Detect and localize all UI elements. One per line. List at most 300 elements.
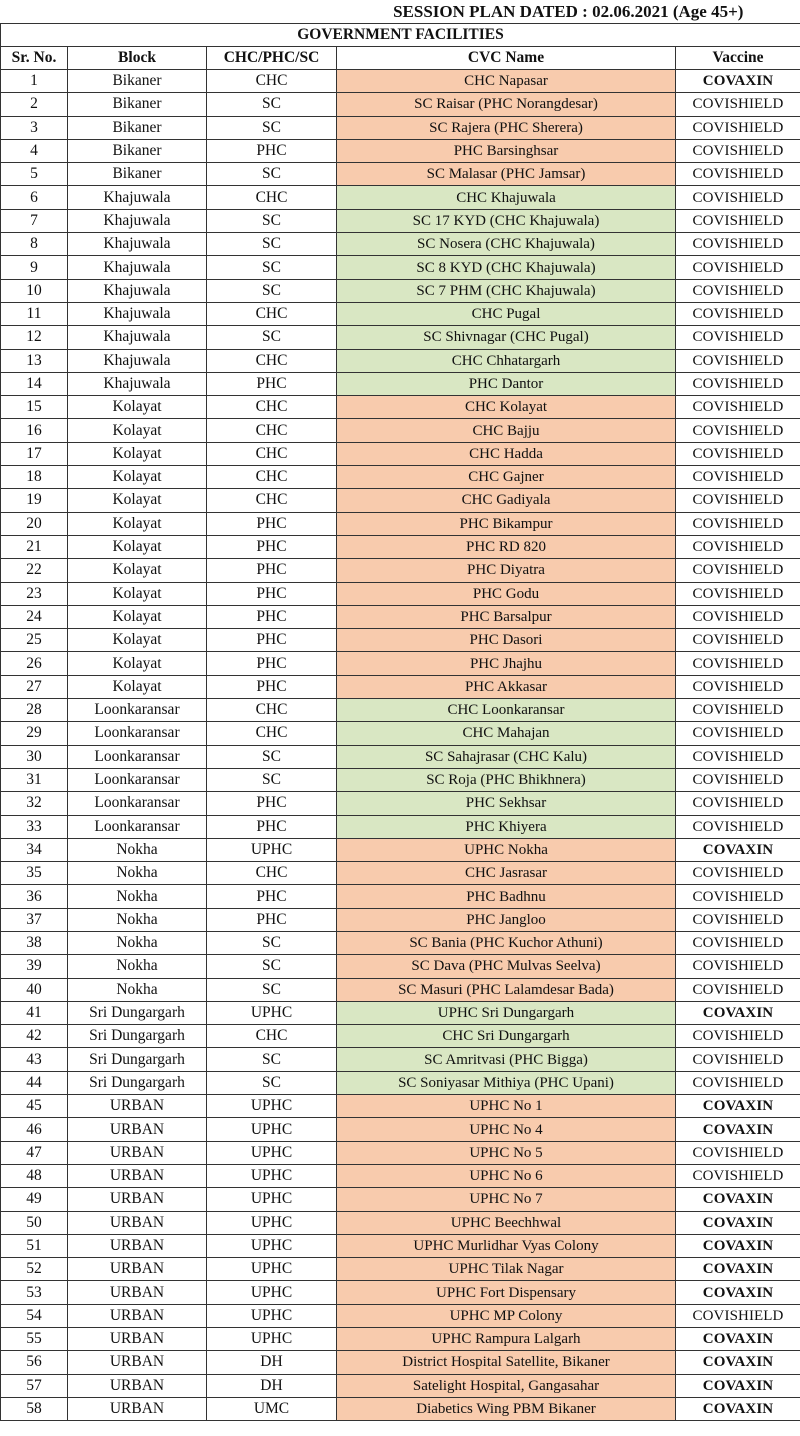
cell-sr-no: 14 <box>1 372 68 395</box>
cell-cvc-name: SC Raisar (PHC Norangdesar) <box>337 93 676 116</box>
cell-sr-no: 20 <box>1 512 68 535</box>
cell-facility-type: SC <box>207 326 337 349</box>
cell-sr-no: 16 <box>1 419 68 442</box>
cell-cvc-name: PHC Akkasar <box>337 675 676 698</box>
cell-facility-type: UPHC <box>207 1328 337 1351</box>
cell-block: URBAN <box>68 1304 207 1327</box>
cell-facility-type: UPHC <box>207 1281 337 1304</box>
cell-facility-type: UPHC <box>207 1095 337 1118</box>
cell-block: Kolayat <box>68 489 207 512</box>
cell-cvc-name: CHC Khajuwala <box>337 186 676 209</box>
table-body <box>1 70 800 1421</box>
cell-vaccine: COVISHIELD <box>676 139 800 162</box>
cell-block: URBAN <box>68 1374 207 1397</box>
table-row <box>1 1048 800 1071</box>
cell-vaccine: COVISHIELD <box>676 605 800 628</box>
cell-sr-no: 39 <box>1 955 68 978</box>
table-row <box>1 1304 800 1327</box>
cell-block: URBAN <box>68 1141 207 1164</box>
cell-cvc-name: PHC Barsalpur <box>337 605 676 628</box>
cell-vaccine: COVAXIN <box>676 1211 800 1234</box>
table-row <box>1 1258 800 1281</box>
cell-block: Loonkaransar <box>68 815 207 838</box>
cell-vaccine: COVISHIELD <box>676 93 800 116</box>
cell-block: Nokha <box>68 838 207 861</box>
cell-block: URBAN <box>68 1188 207 1211</box>
cell-block: Nokha <box>68 931 207 954</box>
cell-sr-no: 47 <box>1 1141 68 1164</box>
cell-facility-type: PHC <box>207 582 337 605</box>
table-row <box>1 419 800 442</box>
table-row <box>1 256 800 279</box>
cell-block: Bikaner <box>68 70 207 93</box>
cell-facility-type: SC <box>207 768 337 791</box>
cell-block: URBAN <box>68 1258 207 1281</box>
cell-block: Khajuwala <box>68 256 207 279</box>
table-row <box>1 116 800 139</box>
cell-facility-type: UPHC <box>207 1141 337 1164</box>
cell-sr-no: 32 <box>1 792 68 815</box>
cell-block: Kolayat <box>68 559 207 582</box>
cell-sr-no: 6 <box>1 186 68 209</box>
cell-cvc-name: UPHC Murlidhar Vyas Colony <box>337 1234 676 1257</box>
cell-block: URBAN <box>68 1281 207 1304</box>
col-header-vaccine: Vaccine <box>676 47 800 70</box>
cell-cvc-name: CHC Mahajan <box>337 722 676 745</box>
cell-cvc-name: PHC Dantor <box>337 372 676 395</box>
cell-block: Kolayat <box>68 629 207 652</box>
table-row <box>1 605 800 628</box>
cell-cvc-name: PHC RD 820 <box>337 535 676 558</box>
table-row <box>1 512 800 535</box>
cell-vaccine: COVISHIELD <box>676 955 800 978</box>
cell-sr-no: 1 <box>1 70 68 93</box>
cell-facility-type: SC <box>207 256 337 279</box>
cell-sr-no: 30 <box>1 745 68 768</box>
cell-cvc-name: UPHC Rampura Lalgarh <box>337 1328 676 1351</box>
cell-vaccine: COVISHIELD <box>676 396 800 419</box>
cell-vaccine: COVISHIELD <box>676 1048 800 1071</box>
cell-cvc-name: SC Sahajrasar (CHC Kalu) <box>337 745 676 768</box>
cell-cvc-name: PHC Badhnu <box>337 885 676 908</box>
cell-block: Kolayat <box>68 419 207 442</box>
cell-vaccine: COVISHIELD <box>676 256 800 279</box>
cell-vaccine: COVISHIELD <box>676 186 800 209</box>
table-row <box>1 1328 800 1351</box>
table-row <box>1 582 800 605</box>
cell-cvc-name: UPHC No 5 <box>337 1141 676 1164</box>
cell-vaccine: COVISHIELD <box>676 675 800 698</box>
cell-block: Kolayat <box>68 466 207 489</box>
cell-sr-no: 51 <box>1 1234 68 1257</box>
cell-cvc-name: PHC Jhajhu <box>337 652 676 675</box>
cell-block: Loonkaransar <box>68 792 207 815</box>
cell-facility-type: PHC <box>207 792 337 815</box>
cell-facility-type: PHC <box>207 629 337 652</box>
cell-vaccine: COVISHIELD <box>676 442 800 465</box>
cell-vaccine: COVISHIELD <box>676 931 800 954</box>
cell-sr-no: 40 <box>1 978 68 1001</box>
table-row <box>1 629 800 652</box>
cell-vaccine: COVISHIELD <box>676 908 800 931</box>
cell-cvc-name: PHC Sekhsar <box>337 792 676 815</box>
cell-vaccine: COVISHIELD <box>676 512 800 535</box>
cell-block: Bikaner <box>68 139 207 162</box>
cell-sr-no: 21 <box>1 535 68 558</box>
cell-cvc-name: CHC Jasrasar <box>337 862 676 885</box>
cell-facility-type: PHC <box>207 885 337 908</box>
cell-block: Khajuwala <box>68 279 207 302</box>
cell-vaccine: COVISHIELD <box>676 326 800 349</box>
cell-block: Sri Dungargarh <box>68 1025 207 1048</box>
cell-block: Kolayat <box>68 582 207 605</box>
session-plan-title: SESSION PLAN DATED : 02.06.2021 (Age 45+) <box>337 0 800 24</box>
cell-sr-no: 23 <box>1 582 68 605</box>
cell-facility-type: CHC <box>207 442 337 465</box>
cell-cvc-name: SC 8 KYD (CHC Khajuwala) <box>337 256 676 279</box>
cell-vaccine: COVISHIELD <box>676 885 800 908</box>
table-row <box>1 699 800 722</box>
cell-facility-type: UPHC <box>207 1304 337 1327</box>
cell-vaccine: COVISHIELD <box>676 722 800 745</box>
cell-facility-type: SC <box>207 978 337 1001</box>
table-row <box>1 349 800 372</box>
cell-facility-type: PHC <box>207 908 337 931</box>
cell-sr-no: 9 <box>1 256 68 279</box>
cell-facility-type: CHC <box>207 489 337 512</box>
table-row <box>1 535 800 558</box>
cell-cvc-name: CHC Chhatargarh <box>337 349 676 372</box>
table-row <box>1 792 800 815</box>
cell-vaccine: COVAXIN <box>676 1351 800 1374</box>
cell-sr-no: 54 <box>1 1304 68 1327</box>
cell-cvc-name: CHC Gajner <box>337 466 676 489</box>
cell-vaccine: COVAXIN <box>676 1095 800 1118</box>
cell-facility-type: CHC <box>207 699 337 722</box>
table-row <box>1 768 800 791</box>
cell-vaccine: COVISHIELD <box>676 372 800 395</box>
cell-vaccine: COVISHIELD <box>676 1164 800 1187</box>
cell-vaccine: COVISHIELD <box>676 862 800 885</box>
cell-cvc-name: CHC Gadiyala <box>337 489 676 512</box>
title-spacer <box>1 0 337 24</box>
cell-facility-type: UPHC <box>207 1211 337 1234</box>
cell-vaccine: COVAXIN <box>676 1001 800 1024</box>
cell-sr-no: 29 <box>1 722 68 745</box>
cell-facility-type: CHC <box>207 419 337 442</box>
cell-sr-no: 27 <box>1 675 68 698</box>
cell-sr-no: 49 <box>1 1188 68 1211</box>
cell-block: Khajuwala <box>68 233 207 256</box>
cell-facility-type: UPHC <box>207 838 337 861</box>
table-row <box>1 652 800 675</box>
cell-facility-type: SC <box>207 163 337 186</box>
table-row <box>1 1374 800 1397</box>
cell-facility-type: PHC <box>207 815 337 838</box>
cell-block: URBAN <box>68 1164 207 1187</box>
cell-cvc-name: PHC Diyatra <box>337 559 676 582</box>
cell-block: Khajuwala <box>68 186 207 209</box>
table-row <box>1 139 800 162</box>
cell-sr-no: 3 <box>1 116 68 139</box>
table-row <box>1 1281 800 1304</box>
table-row <box>1 1188 800 1211</box>
cell-block: Nokha <box>68 978 207 1001</box>
cell-cvc-name: SC Roja (PHC Bhikhnera) <box>337 768 676 791</box>
table-row <box>1 1095 800 1118</box>
cell-sr-no: 48 <box>1 1164 68 1187</box>
cell-block: Khajuwala <box>68 302 207 325</box>
cell-cvc-name: UPHC Nokha <box>337 838 676 861</box>
cell-cvc-name: PHC Barsinghsar <box>337 139 676 162</box>
cell-block: Loonkaransar <box>68 745 207 768</box>
cell-sr-no: 26 <box>1 652 68 675</box>
cell-cvc-name: SC Shivnagar (CHC Pugal) <box>337 326 676 349</box>
cell-vaccine: COVISHIELD <box>676 466 800 489</box>
cell-vaccine: COVAXIN <box>676 1258 800 1281</box>
cell-facility-type: CHC <box>207 70 337 93</box>
cell-block: Loonkaransar <box>68 699 207 722</box>
cell-vaccine: COVISHIELD <box>676 629 800 652</box>
cell-facility-type: CHC <box>207 396 337 419</box>
cell-cvc-name: SC Malasar (PHC Jamsar) <box>337 163 676 186</box>
cell-block: URBAN <box>68 1211 207 1234</box>
cell-block: Sri Dungargarh <box>68 1071 207 1094</box>
cell-cvc-name: PHC Dasori <box>337 629 676 652</box>
col-header-facility-type: CHC/PHC/SC <box>207 47 337 70</box>
cell-block: Sri Dungargarh <box>68 1048 207 1071</box>
cell-sr-no: 34 <box>1 838 68 861</box>
cell-sr-no: 38 <box>1 931 68 954</box>
cell-vaccine: COVISHIELD <box>676 535 800 558</box>
cell-sr-no: 52 <box>1 1258 68 1281</box>
table-row <box>1 1397 800 1420</box>
cell-facility-type: PHC <box>207 605 337 628</box>
cell-vaccine: COVAXIN <box>676 838 800 861</box>
cell-sr-no: 41 <box>1 1001 68 1024</box>
cell-facility-type: UPHC <box>207 1234 337 1257</box>
cell-cvc-name: SC Soniyasar Mithiya (PHC Upani) <box>337 1071 676 1094</box>
table-row <box>1 209 800 232</box>
cell-sr-no: 25 <box>1 629 68 652</box>
cell-cvc-name: SC Rajera (PHC Sherera) <box>337 116 676 139</box>
cell-cvc-name: Diabetics Wing PBM Bikaner <box>337 1397 676 1420</box>
cell-cvc-name: SC Nosera (CHC Khajuwala) <box>337 233 676 256</box>
cell-sr-no: 22 <box>1 559 68 582</box>
cell-cvc-name: UPHC Tilak Nagar <box>337 1258 676 1281</box>
cell-block: Kolayat <box>68 535 207 558</box>
cell-facility-type: SC <box>207 93 337 116</box>
table-row <box>1 186 800 209</box>
cell-sr-no: 17 <box>1 442 68 465</box>
cell-cvc-name: PHC Khiyera <box>337 815 676 838</box>
cell-facility-type: PHC <box>207 535 337 558</box>
cell-vaccine: COVAXIN <box>676 1328 800 1351</box>
cell-block: Bikaner <box>68 116 207 139</box>
cell-block: URBAN <box>68 1095 207 1118</box>
table-row <box>1 233 800 256</box>
cell-facility-type: SC <box>207 209 337 232</box>
table-row <box>1 396 800 419</box>
table-row <box>1 838 800 861</box>
cell-vaccine: COVISHIELD <box>676 768 800 791</box>
cell-facility-type: PHC <box>207 139 337 162</box>
cell-block: Khajuwala <box>68 326 207 349</box>
cell-facility-type: CHC <box>207 862 337 885</box>
table-row <box>1 722 800 745</box>
table-row <box>1 326 800 349</box>
cell-facility-type: UMC <box>207 1397 337 1420</box>
cell-vaccine: COVISHIELD <box>676 652 800 675</box>
table-row <box>1 372 800 395</box>
cell-cvc-name: UPHC Beechhwal <box>337 1211 676 1234</box>
table-row <box>1 302 800 325</box>
cell-cvc-name: SC Bania (PHC Kuchor Athuni) <box>337 931 676 954</box>
cell-facility-type: SC <box>207 1071 337 1094</box>
cell-cvc-name: UPHC Fort Dispensary <box>337 1281 676 1304</box>
cell-block: Nokha <box>68 908 207 931</box>
cell-facility-type: CHC <box>207 466 337 489</box>
cell-block: Kolayat <box>68 442 207 465</box>
cell-sr-no: 12 <box>1 326 68 349</box>
cell-facility-type: SC <box>207 1048 337 1071</box>
cell-cvc-name: CHC Bajju <box>337 419 676 442</box>
cell-facility-type: PHC <box>207 652 337 675</box>
cell-vaccine: COVAXIN <box>676 1234 800 1257</box>
cell-sr-no: 18 <box>1 466 68 489</box>
cell-facility-type: CHC <box>207 302 337 325</box>
table-row <box>1 745 800 768</box>
cell-facility-type: SC <box>207 233 337 256</box>
table-row <box>1 675 800 698</box>
cell-sr-no: 58 <box>1 1397 68 1420</box>
table-row <box>1 279 800 302</box>
table-row <box>1 466 800 489</box>
cell-vaccine: COVISHIELD <box>676 745 800 768</box>
cell-sr-no: 28 <box>1 699 68 722</box>
cell-sr-no: 44 <box>1 1071 68 1094</box>
cell-block: Nokha <box>68 862 207 885</box>
table-row <box>1 1118 800 1141</box>
cell-facility-type: SC <box>207 116 337 139</box>
cell-facility-type: DH <box>207 1351 337 1374</box>
cell-vaccine: COVISHIELD <box>676 1304 800 1327</box>
cell-facility-type: PHC <box>207 675 337 698</box>
cell-vaccine: COVISHIELD <box>676 582 800 605</box>
table-row <box>1 908 800 931</box>
cell-vaccine: COVISHIELD <box>676 1071 800 1094</box>
cell-block: Loonkaransar <box>68 722 207 745</box>
cell-sr-no: 42 <box>1 1025 68 1048</box>
cell-vaccine: COVAXIN <box>676 1118 800 1141</box>
cell-vaccine: COVISHIELD <box>676 116 800 139</box>
cell-cvc-name: SC Amritvasi (PHC Bigga) <box>337 1048 676 1071</box>
table-row <box>1 1141 800 1164</box>
cell-sr-no: 33 <box>1 815 68 838</box>
cell-cvc-name: UPHC MP Colony <box>337 1304 676 1327</box>
cell-block: URBAN <box>68 1328 207 1351</box>
cell-facility-type: UPHC <box>207 1001 337 1024</box>
cell-sr-no: 24 <box>1 605 68 628</box>
cell-facility-type: CHC <box>207 349 337 372</box>
table-row <box>1 1025 800 1048</box>
cell-sr-no: 57 <box>1 1374 68 1397</box>
cell-cvc-name: Satelight Hospital, Gangasahar <box>337 1374 676 1397</box>
cell-facility-type: PHC <box>207 559 337 582</box>
cell-facility-type: CHC <box>207 722 337 745</box>
cell-facility-type: CHC <box>207 186 337 209</box>
col-header-block: Block <box>68 47 207 70</box>
cell-sr-no: 43 <box>1 1048 68 1071</box>
table-row <box>1 1164 800 1187</box>
cell-vaccine: COVISHIELD <box>676 302 800 325</box>
cell-block: Khajuwala <box>68 372 207 395</box>
cell-facility-type: SC <box>207 279 337 302</box>
cell-sr-no: 2 <box>1 93 68 116</box>
cell-cvc-name: PHC Bikampur <box>337 512 676 535</box>
cell-sr-no: 10 <box>1 279 68 302</box>
cell-sr-no: 53 <box>1 1281 68 1304</box>
cell-vaccine: COVISHIELD <box>676 419 800 442</box>
cell-facility-type: PHC <box>207 512 337 535</box>
cell-cvc-name: SC Dava (PHC Mulvas Seelva) <box>337 955 676 978</box>
cell-sr-no: 35 <box>1 862 68 885</box>
cell-sr-no: 46 <box>1 1118 68 1141</box>
cell-sr-no: 4 <box>1 139 68 162</box>
cell-cvc-name: District Hospital Satellite, Bikaner <box>337 1351 676 1374</box>
cell-vaccine: COVAXIN <box>676 1188 800 1211</box>
table-row <box>1 442 800 465</box>
table-row <box>1 815 800 838</box>
table-row <box>1 559 800 582</box>
cell-vaccine: COVISHIELD <box>676 1025 800 1048</box>
table-row <box>1 1351 800 1374</box>
cell-sr-no: 37 <box>1 908 68 931</box>
cell-vaccine: COVISHIELD <box>676 792 800 815</box>
table-row <box>1 163 800 186</box>
cell-vaccine: COVAXIN <box>676 1374 800 1397</box>
cell-sr-no: 45 <box>1 1095 68 1118</box>
cell-facility-type: CHC <box>207 1025 337 1048</box>
cell-vaccine: COVISHIELD <box>676 209 800 232</box>
cell-block: Kolayat <box>68 512 207 535</box>
cell-cvc-name: UPHC No 4 <box>337 1118 676 1141</box>
cell-facility-type: DH <box>207 1374 337 1397</box>
cell-block: URBAN <box>68 1351 207 1374</box>
cell-vaccine: COVISHIELD <box>676 489 800 512</box>
cell-block: URBAN <box>68 1397 207 1420</box>
cell-block: Khajuwala <box>68 209 207 232</box>
cell-facility-type: UPHC <box>207 1188 337 1211</box>
cell-sr-no: 19 <box>1 489 68 512</box>
cell-sr-no: 56 <box>1 1351 68 1374</box>
cell-cvc-name: UPHC No 6 <box>337 1164 676 1187</box>
cell-facility-type: UPHC <box>207 1258 337 1281</box>
cell-vaccine: COVAXIN <box>676 70 800 93</box>
table-row <box>1 70 800 93</box>
cell-cvc-name: SC 7 PHM (CHC Khajuwala) <box>337 279 676 302</box>
cell-vaccine: COVISHIELD <box>676 279 800 302</box>
table-row <box>1 1211 800 1234</box>
cell-sr-no: 36 <box>1 885 68 908</box>
cell-cvc-name: CHC Sri Dungargarh <box>337 1025 676 1048</box>
cell-facility-type: UPHC <box>207 1164 337 1187</box>
table-row <box>1 978 800 1001</box>
cell-vaccine: COVISHIELD <box>676 233 800 256</box>
cell-vaccine: COVISHIELD <box>676 978 800 1001</box>
cell-block: Sri Dungargarh <box>68 1001 207 1024</box>
cell-facility-type: UPHC <box>207 1118 337 1141</box>
